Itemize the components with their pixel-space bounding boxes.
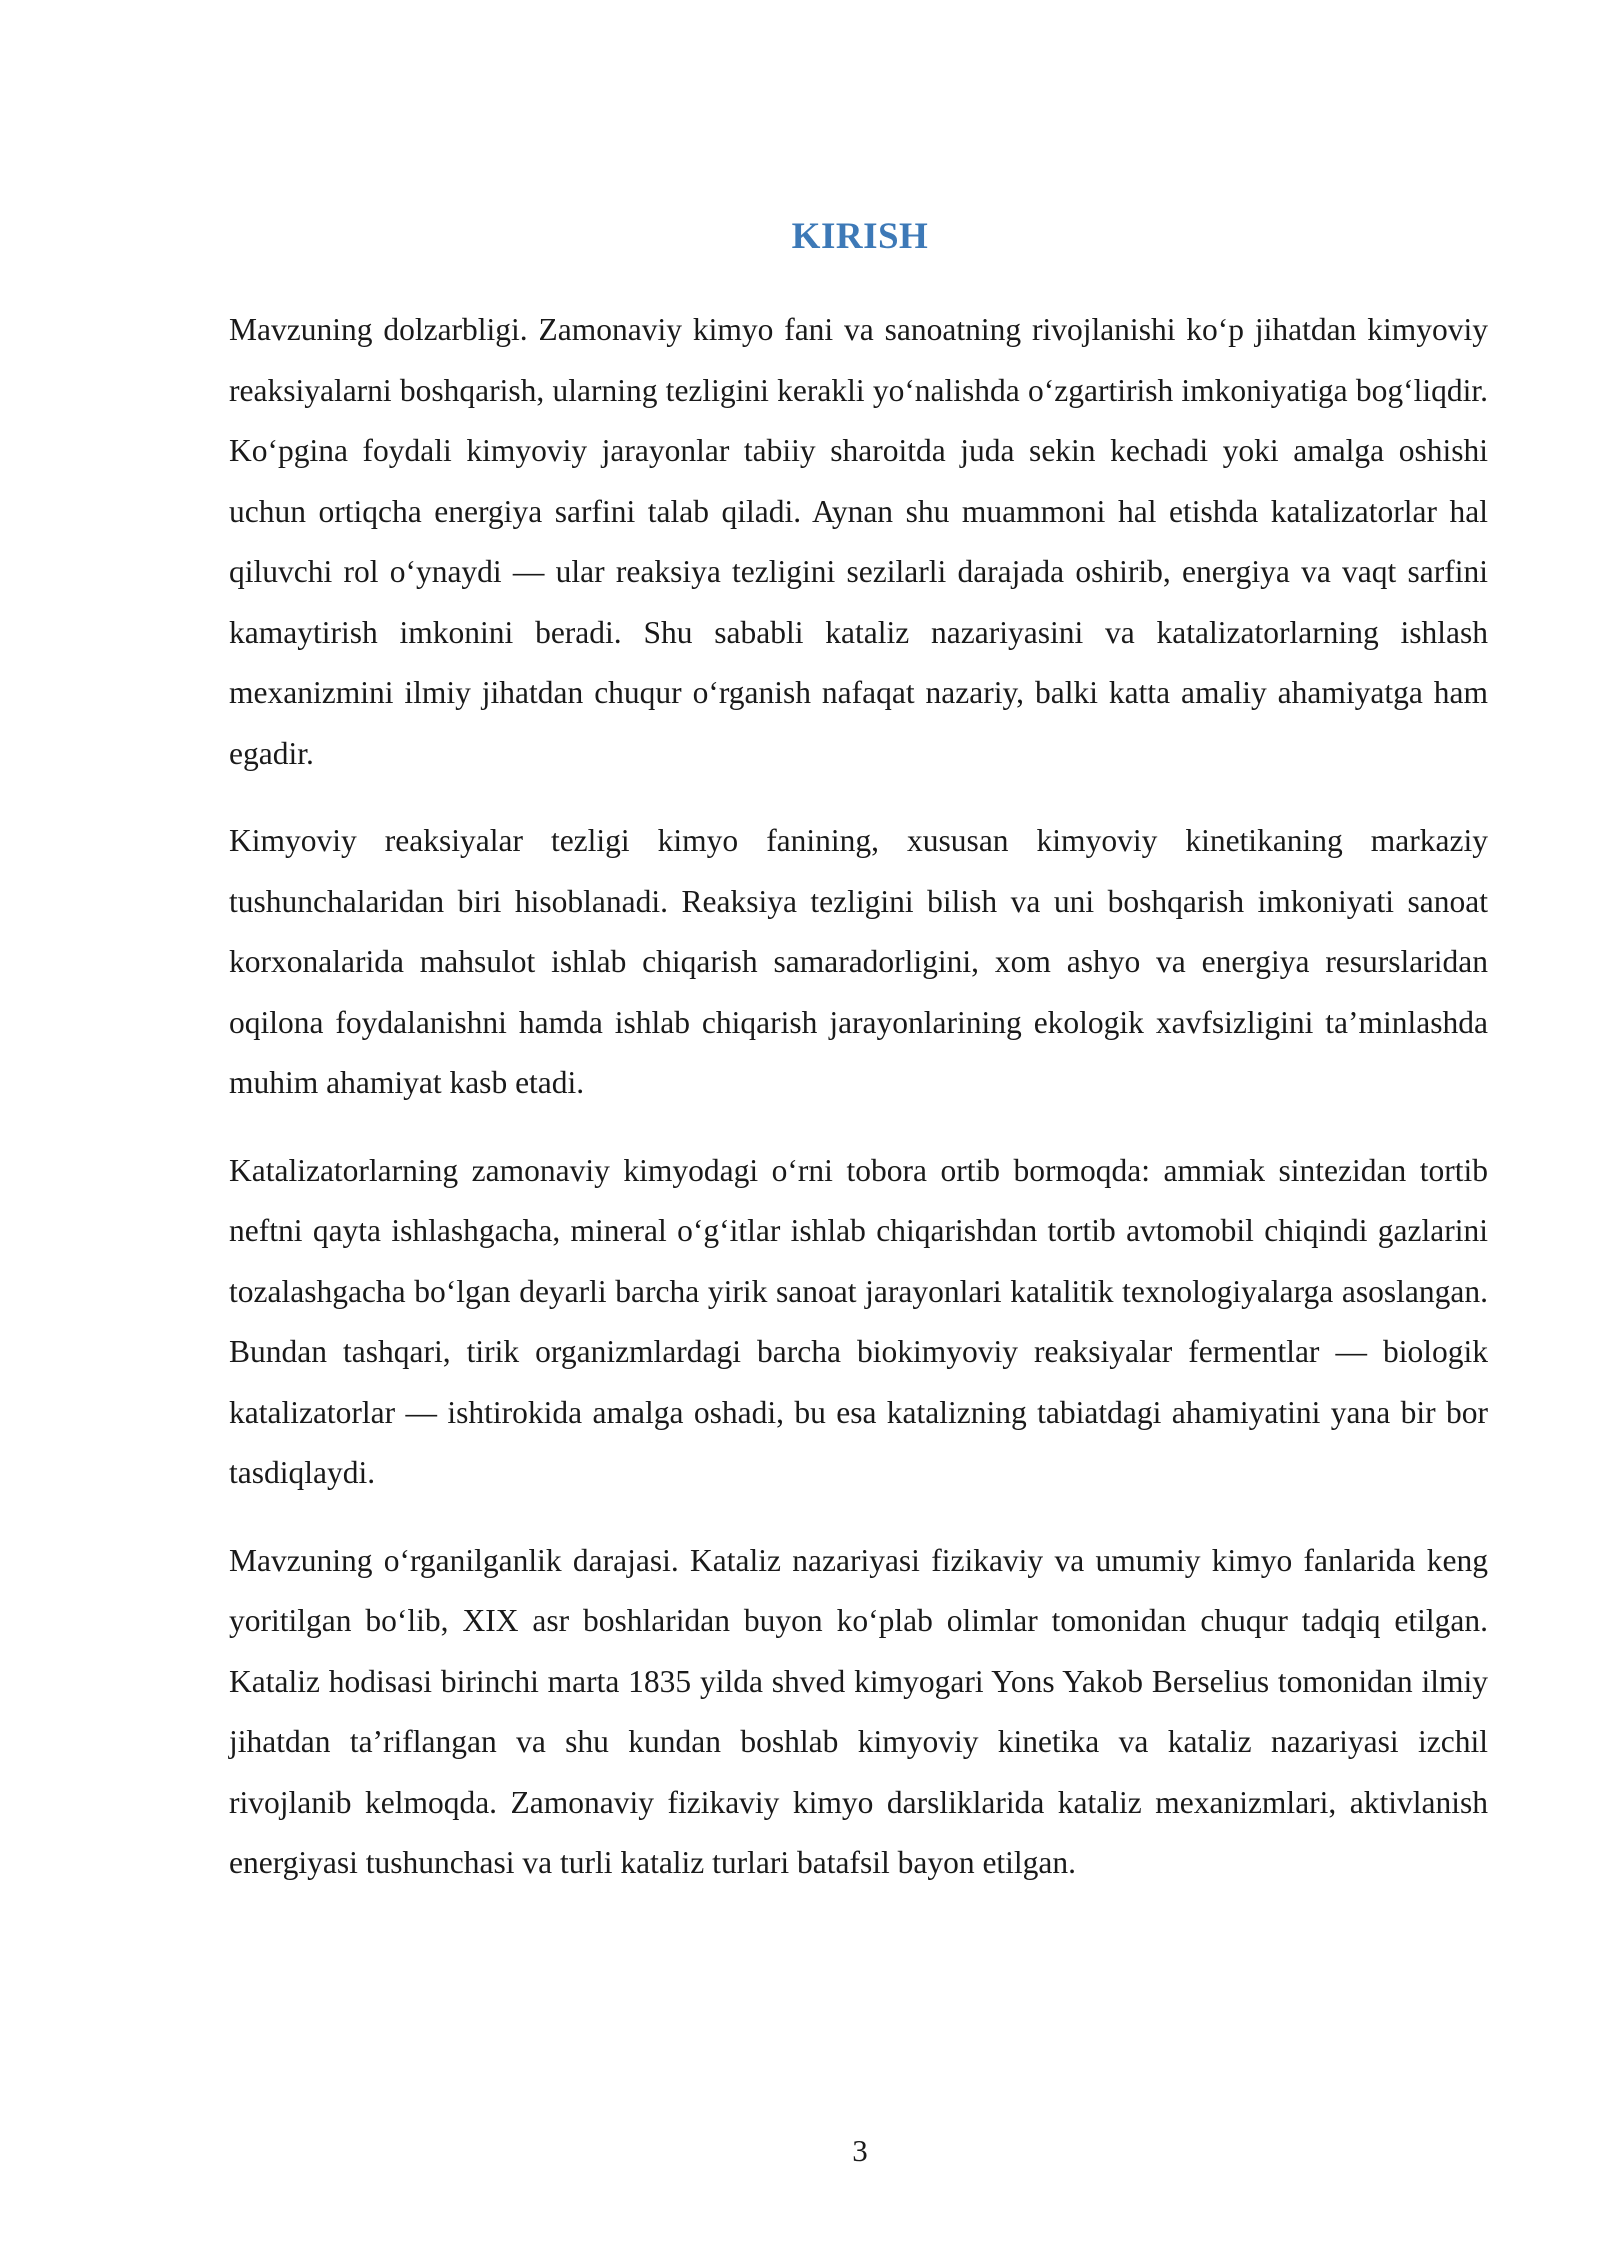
paragraph-catalyst-role: Katalizatorlarning zamonaviy kimyodagi o‘rni tobora ortib bormoqda: ammiak sintezidan tortib neftni qayta ishlashgacha, mineral o‘g‘itlar ishlab chiqarishdan tortib avtomobil chiqindi gazlarini tozalashgacha bo‘lgan deyarli barcha yirik sanoat jarayonlari katalitik texnologiyalarga asoslangan. Bundan tashqari, tirik organizmlardagi barcha biokimyoviy reaksiyalar fermentlar — biologik katalizatorlar — ishtirokida amalga oshadi, bu esa katalizning tabiatdagi ahamiyatini yana bir bor tasdiqlaydi. <box>229 1152 1488 1490</box>
body-text <box>229 300 1488 1921</box>
paragraph-research-level: Mavzuning o‘rganilganlik darajasi. Kataliz nazariyasi fizikaviy va umumiy kimyo fanlarida keng yoritilgan bo‘lib, XIX asr boshlaridan buyon ko‘plab olimlar tomonidan chuqur tadqiq etilgan. Kataliz hodisasi birinchi marta 1835 yilda shved kimyogari Yons Yakob Berselius tomonidan ilmiy jihatdan ta’riflangan va shu kundan boshlab kimyoviy kinetika va kataliz nazariyasi izchil rivojlanib kelmoqda. Zamonaviy fizikaviy kimyo darsliklarida kataliz mexanizmlari, aktivlanish energiyasi tushunchasi va turli kataliz turlari batafsil bayon etilgan. <box>229 1542 1488 1880</box>
page-number: 3 <box>852 2133 868 2168</box>
paragraph-relevance: Mavzuning dolzarbligi. Zamonaviy kimyo fani va sanoatning rivojlanishi ko‘p jihatdan kimyoviy reaksiyalarni boshqarish, ularning tezligini kerakli yo‘nalishda o‘zgartirish imkoniyatiga bog‘liqdir. Ko‘pgina foydali kimyoviy jarayonlar tabiiy sharoitda juda sekin kechadi yoki amalga oshishi uchun ortiqcha energiya sarfini talab qiladi. Aynan shu muammoni hal etishda katalizatorlar hal qiluvchi rol o‘ynaydi — ular reaksiya tezligini sezilarli darajada oshirib, energiya va vaqt sarfini kamaytirish imkonini beradi. Shu sababli kataliz nazariyasini va katalizatorlarning ishlash mexanizmini ilmiy jihatdan chuqur o‘rganish nafaqat nazariy, balki katta amaliy ahamiyatga ham egadir. <box>229 312 1488 771</box>
paragraph-reaction-rate: Kimyoviy reaksiyalar tezligi kimyo fanining, xususan kimyoviy kinetikaning markaziy tushunchalaridan biri hisoblanadi. Reaksiya tezligini bilish va uni boshqarish imkoniyati sanoat korxonalarida mahsulot ishlab chiqarish samaradorligini, xom ashyo va energiya resurslaridan oqilona foydalanishni hamda ishlab chiqarish jarayonlarining ekologik xavfsizligini ta’minlashda muhim ahamiyat kasb etadi. <box>229 823 1488 1100</box>
page-title: KIRISH <box>791 216 929 257</box>
